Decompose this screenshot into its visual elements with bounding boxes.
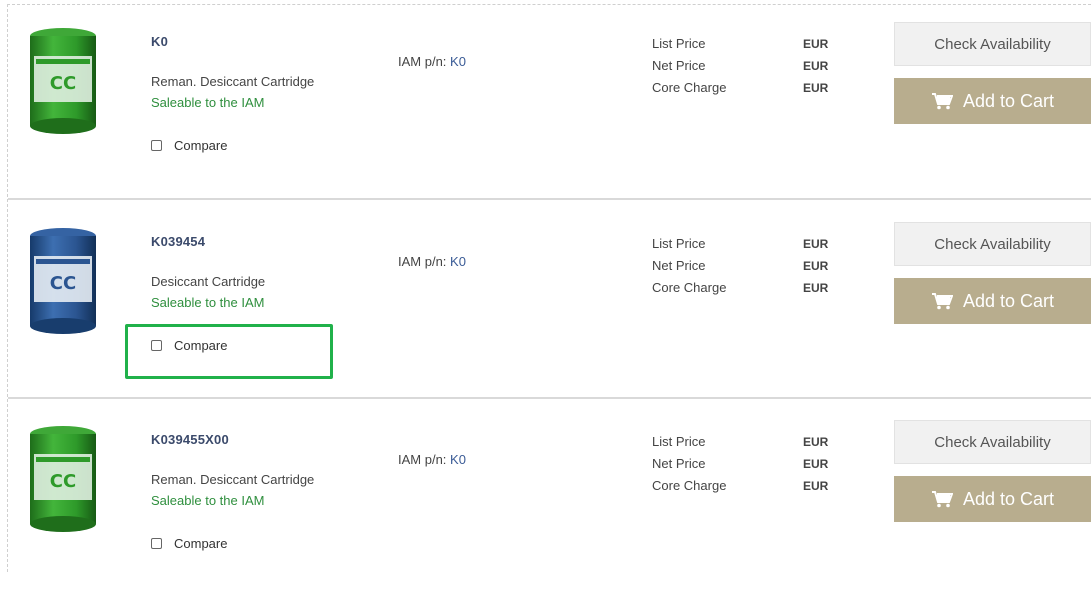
iam-pn-value: K0	[450, 452, 466, 467]
saleable-status: Saleable to the IAM	[151, 493, 265, 508]
iam-label: IAM p/n:	[398, 452, 447, 467]
iam-pn-value: K0	[450, 254, 466, 269]
add-to-cart-label: Add to Cart	[962, 290, 1055, 311]
core-charge-label: Core Charge	[652, 280, 727, 295]
iam-label: IAM p/n:	[398, 254, 447, 269]
row-divider	[8, 198, 1091, 200]
price-currencies	[803, 33, 828, 99]
price-currencies	[803, 233, 828, 299]
list-price-label: List Price	[652, 434, 706, 449]
core-charge-label: Core Charge	[652, 478, 727, 493]
cart-icon	[931, 292, 953, 310]
add-to-cart-button[interactable]	[894, 78, 1091, 124]
add-to-cart-button[interactable]	[894, 476, 1091, 522]
iam-pn-value: K0	[450, 54, 466, 69]
list-price-label: List Price	[652, 36, 706, 51]
product-sku[interactable]: K039455X00	[151, 432, 229, 447]
list-price-currency: EUR	[803, 435, 829, 449]
core-charge-currency: EUR	[803, 479, 829, 493]
core-charge-currency: EUR	[803, 81, 829, 95]
core-charge-currency: EUR	[803, 281, 829, 295]
compare-label: Compare	[174, 536, 228, 551]
product-description: Desiccant Cartridge	[151, 274, 266, 289]
svg-text:CC: CC	[49, 73, 77, 94]
net-price-currency: EUR	[803, 59, 829, 73]
product-sku[interactable]: K039454	[151, 234, 206, 249]
add-to-cart-label: Add to Cart	[962, 90, 1055, 111]
product-description: Reman. Desiccant Cartridge	[151, 472, 315, 487]
price-currencies	[803, 431, 828, 497]
list-price-label: List Price	[652, 236, 706, 251]
iam-part-number	[398, 452, 466, 467]
product-row	[8, 402, 1091, 597]
price-labels	[652, 33, 726, 99]
price-labels	[652, 431, 726, 497]
saleable-status: Saleable to the IAM	[151, 95, 265, 110]
row-divider	[8, 397, 1091, 399]
price-labels	[652, 233, 726, 299]
iam-part-number	[398, 54, 466, 69]
net-price-currency: EUR	[803, 457, 829, 471]
net-price-label: Net Price	[652, 258, 706, 273]
check-availability-button[interactable]: Check Availability	[894, 420, 1091, 464]
list-price-currency: EUR	[803, 237, 829, 251]
net-price-currency: EUR	[803, 259, 829, 273]
checkbox-icon[interactable]	[151, 140, 162, 151]
cart-icon	[931, 490, 953, 508]
add-to-cart-button[interactable]	[894, 278, 1091, 324]
saleable-status: Saleable to the IAM	[151, 295, 265, 310]
product-image-blue-cartridge	[28, 226, 98, 338]
core-charge-label: Core Charge	[652, 80, 727, 95]
compare-checkbox[interactable]	[151, 536, 227, 551]
product-image-green-cartridge	[28, 26, 98, 138]
svg-text:CC: CC	[49, 273, 77, 294]
compare-label: Compare	[174, 338, 228, 353]
checkbox-icon[interactable]	[151, 538, 162, 549]
net-price-label: Net Price	[652, 58, 706, 73]
compare-checkbox[interactable]	[151, 138, 227, 153]
compare-label: Compare	[174, 138, 228, 153]
product-description: Reman. Desiccant Cartridge	[151, 74, 315, 89]
product-row	[8, 4, 1091, 199]
iam-part-number	[398, 254, 466, 269]
iam-label: IAM p/n:	[398, 54, 447, 69]
check-availability-button[interactable]: Check Availability	[894, 222, 1091, 266]
add-to-cart-label: Add to Cart	[962, 488, 1055, 509]
svg-text:CC: CC	[49, 471, 77, 492]
product-sku[interactable]: K0	[151, 34, 169, 49]
compare-highlight-box	[125, 324, 333, 379]
list-price-currency: EUR	[803, 37, 829, 51]
check-availability-button[interactable]: Check Availability	[894, 22, 1091, 66]
product-image-green-cartridge	[28, 424, 98, 536]
cart-icon	[931, 92, 953, 110]
net-price-label: Net Price	[652, 456, 706, 471]
